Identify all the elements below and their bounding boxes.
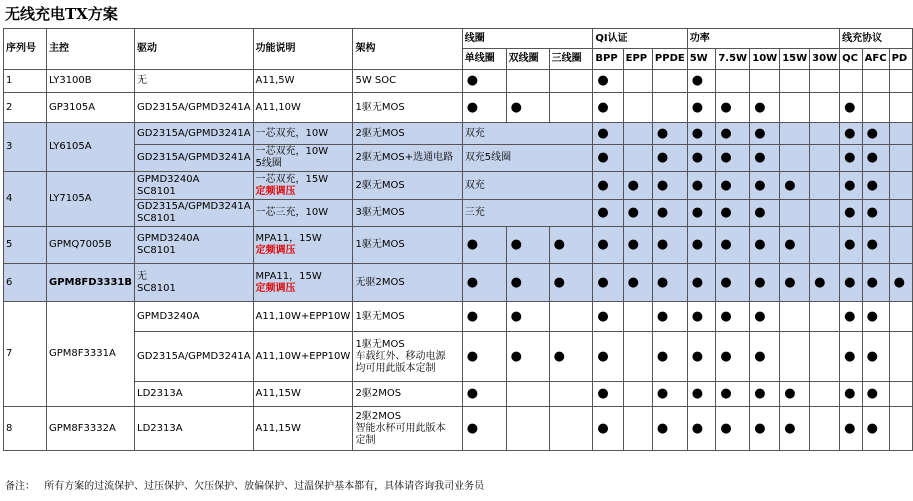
seq-cell: 3 bbox=[4, 123, 47, 172]
dot-icon: ● bbox=[862, 264, 889, 302]
header-coil: 线圈 bbox=[462, 29, 593, 49]
function-cell: A11,10W bbox=[253, 93, 353, 123]
driver-cell: 无 bbox=[135, 70, 254, 93]
dot-icon: ● bbox=[687, 200, 716, 227]
tx-solution-table bbox=[3, 28, 913, 451]
dot-icon: ● bbox=[687, 70, 716, 93]
master-cell: GPM8FD3331B bbox=[46, 264, 134, 302]
function-cell: 一芯三充，10W bbox=[253, 200, 353, 227]
function-cell: MPA11，15W 定频调压 bbox=[253, 264, 353, 302]
dot-icon: ● bbox=[862, 332, 889, 382]
dot-icon: ● bbox=[506, 227, 549, 264]
function-cell: A11,5W bbox=[253, 70, 353, 93]
dot-icon: ● bbox=[716, 93, 750, 123]
dot-icon: ● bbox=[593, 123, 623, 145]
coil-cell: 三充 bbox=[462, 200, 593, 227]
header-qc: QC bbox=[840, 49, 863, 70]
dot-icon: ● bbox=[750, 332, 780, 382]
dot-icon: ● bbox=[462, 93, 506, 123]
dot-icon: ● bbox=[840, 123, 863, 145]
master-cell: GPMQ7005B bbox=[46, 227, 134, 264]
dot-icon: ● bbox=[840, 382, 863, 407]
header-afc: AFC bbox=[862, 49, 889, 70]
dot-icon: ● bbox=[750, 93, 780, 123]
dot-icon: ● bbox=[840, 332, 863, 382]
footnote-label: 备注： bbox=[5, 481, 35, 492]
seq-cell: 4 bbox=[4, 172, 47, 227]
dot-icon: ● bbox=[716, 227, 750, 264]
dot-icon: ● bbox=[687, 172, 716, 200]
dot-icon: ● bbox=[593, 172, 623, 200]
dot-icon: ● bbox=[862, 200, 889, 227]
dot-icon: ● bbox=[462, 407, 506, 451]
dot-icon: ● bbox=[780, 264, 810, 302]
dot-icon: ● bbox=[652, 123, 687, 145]
dot-icon: ● bbox=[623, 200, 652, 227]
dot-icon: ● bbox=[862, 302, 889, 332]
arch-cell: 1驱无MOS bbox=[353, 302, 462, 332]
dot-icon: ● bbox=[623, 172, 652, 200]
dot-icon: ● bbox=[750, 264, 780, 302]
dot-icon: ● bbox=[462, 227, 506, 264]
dot-icon: ● bbox=[862, 145, 889, 172]
dot-icon: ● bbox=[593, 145, 623, 172]
seq-cell: 5 bbox=[4, 227, 47, 264]
header-seq: 序列号 bbox=[4, 29, 47, 70]
table-row bbox=[4, 145, 913, 172]
seq-cell: 2 bbox=[4, 93, 47, 123]
dot-icon: ● bbox=[687, 407, 716, 451]
function-cell: 一芯双充，10W 5线圈 bbox=[253, 145, 353, 172]
footnote-text: 所有方案的过流保护、过压保护、欠压保护、放偏保护、过温保护基本都有，具体请咨询我司业务员 bbox=[44, 481, 485, 492]
dot-icon: ● bbox=[462, 264, 506, 302]
dot-icon: ● bbox=[716, 123, 750, 145]
dot-icon: ● bbox=[687, 145, 716, 172]
master-cell: LY7105A bbox=[46, 172, 134, 227]
dot-icon: ● bbox=[652, 302, 687, 332]
dot-icon: ● bbox=[593, 93, 623, 123]
dot-icon: ● bbox=[593, 382, 623, 407]
coil-cell: 双充 bbox=[462, 172, 593, 200]
dot-icon: ● bbox=[750, 407, 780, 451]
table-row bbox=[4, 227, 913, 264]
dot-icon: ● bbox=[687, 382, 716, 407]
header-bpp: BPP bbox=[593, 49, 623, 70]
dot-icon: ● bbox=[506, 264, 549, 302]
dot-icon: ● bbox=[840, 145, 863, 172]
driver-cell: GD2315A/GPMD3241A bbox=[135, 123, 254, 145]
arch-cell: 2驱2MOS 智能水杯可用此版本 定制 bbox=[353, 407, 462, 451]
function-cell: A11,15W bbox=[253, 407, 353, 451]
dot-icon: ● bbox=[840, 172, 863, 200]
function-cell: MPA11，15W 定频调压 bbox=[253, 227, 353, 264]
header-power: 功率 bbox=[687, 29, 839, 49]
arch-cell: 5W SOC bbox=[353, 70, 462, 93]
dot-icon: ● bbox=[716, 302, 750, 332]
dot-icon: ● bbox=[593, 227, 623, 264]
master-cell: GPM8F3331A bbox=[46, 302, 134, 407]
dot-icon: ● bbox=[652, 332, 687, 382]
footnote bbox=[5, 480, 484, 494]
dot-icon: ● bbox=[840, 227, 863, 264]
dot-icon: ● bbox=[506, 302, 549, 332]
header-30w: 30W bbox=[810, 49, 840, 70]
dot-icon: ● bbox=[840, 407, 863, 451]
table-row bbox=[4, 382, 913, 407]
dot-icon: ● bbox=[716, 407, 750, 451]
dot-icon: ● bbox=[810, 264, 840, 302]
dot-icon: ● bbox=[593, 302, 623, 332]
dot-icon: ● bbox=[462, 332, 506, 382]
dot-icon: ● bbox=[862, 123, 889, 145]
dot-icon: ● bbox=[862, 407, 889, 451]
dot-icon: ● bbox=[716, 145, 750, 172]
dot-icon: ● bbox=[840, 302, 863, 332]
dot-icon: ● bbox=[716, 200, 750, 227]
driver-cell: GPMD3240A SC8101 bbox=[135, 227, 254, 264]
dot-icon: ● bbox=[750, 302, 780, 332]
table-row bbox=[4, 123, 913, 145]
header-arch: 架构 bbox=[353, 29, 462, 70]
header-function: 功能说明 bbox=[253, 29, 353, 70]
driver-cell: GD2315A/GPMD3241A bbox=[135, 93, 254, 123]
dot-icon: ● bbox=[687, 302, 716, 332]
table-row bbox=[4, 70, 913, 93]
dot-icon: ● bbox=[687, 123, 716, 145]
driver-cell: GPMD3240A bbox=[135, 302, 254, 332]
dot-icon: ● bbox=[652, 200, 687, 227]
function-cell: A11,15W bbox=[253, 382, 353, 407]
table-row bbox=[4, 264, 913, 302]
dot-icon: ● bbox=[862, 172, 889, 200]
dot-icon: ● bbox=[687, 332, 716, 382]
dot-icon: ● bbox=[687, 264, 716, 302]
header-coil-single: 单线圈 bbox=[462, 49, 506, 70]
dot-icon: ● bbox=[593, 70, 623, 93]
dot-icon: ● bbox=[593, 332, 623, 382]
page-title: 无线充电TX方案 bbox=[5, 5, 118, 23]
driver-cell: GD2315A/GPMD3241A SC8101 bbox=[135, 200, 254, 227]
header-7-5w: 7.5W bbox=[716, 49, 750, 70]
dot-icon: ● bbox=[862, 382, 889, 407]
dot-icon: ● bbox=[780, 382, 810, 407]
dot-icon: ● bbox=[549, 332, 593, 382]
arch-cell: 1驱无MOS bbox=[353, 93, 462, 123]
seq-cell: 6 bbox=[4, 264, 47, 302]
table-row bbox=[4, 332, 913, 382]
header-driver: 驱动 bbox=[135, 29, 254, 70]
header-15w: 15W bbox=[780, 49, 810, 70]
dot-icon: ● bbox=[716, 172, 750, 200]
dot-icon: ● bbox=[462, 302, 506, 332]
dot-icon: ● bbox=[750, 172, 780, 200]
header-master: 主控 bbox=[46, 29, 134, 70]
dot-icon: ● bbox=[889, 264, 912, 302]
driver-cell: GD2315A/GPMD3241A bbox=[135, 332, 254, 382]
dot-icon: ● bbox=[780, 172, 810, 200]
dot-icon: ● bbox=[623, 227, 652, 264]
dot-icon: ● bbox=[716, 382, 750, 407]
dot-icon: ● bbox=[549, 227, 593, 264]
dot-icon: ● bbox=[716, 264, 750, 302]
dot-icon: ● bbox=[593, 264, 623, 302]
master-cell: GPM8F3332A bbox=[46, 407, 134, 451]
header-10w: 10W bbox=[750, 49, 780, 70]
dot-icon: ● bbox=[750, 227, 780, 264]
dot-icon: ● bbox=[506, 332, 549, 382]
dot-icon: ● bbox=[750, 145, 780, 172]
header-epp: EPP bbox=[623, 49, 652, 70]
dot-icon: ● bbox=[652, 264, 687, 302]
driver-cell: GPMD3240A SC8101 bbox=[135, 172, 254, 200]
function-cell: A11,10W+EPP10W bbox=[253, 302, 353, 332]
arch-cell: 2驱无MOS bbox=[353, 172, 462, 200]
dot-icon: ● bbox=[780, 227, 810, 264]
dot-icon: ● bbox=[750, 382, 780, 407]
header-ppde: PPDE bbox=[652, 49, 687, 70]
dot-icon: ● bbox=[687, 227, 716, 264]
master-cell: LY3100B bbox=[46, 70, 134, 93]
header-coil-triple: 三线圈 bbox=[549, 49, 593, 70]
dot-icon: ● bbox=[462, 70, 506, 93]
dot-icon: ● bbox=[716, 332, 750, 382]
table-row bbox=[4, 407, 913, 451]
header-coil-double: 双线圈 bbox=[506, 49, 549, 70]
arch-cell: 2驱无MOS bbox=[353, 123, 462, 145]
arch-cell: 无驱2MOS bbox=[353, 264, 462, 302]
dot-icon: ● bbox=[652, 172, 687, 200]
header-5w: 5W bbox=[687, 49, 716, 70]
table-row bbox=[4, 302, 913, 332]
arch-cell: 2驱无MOS+选通电路 bbox=[353, 145, 462, 172]
dot-icon: ● bbox=[506, 93, 549, 123]
dot-icon: ● bbox=[862, 227, 889, 264]
seq-cell: 7 bbox=[4, 302, 47, 407]
driver-cell: LD2313A bbox=[135, 407, 254, 451]
seq-cell: 8 bbox=[4, 407, 47, 451]
table-row bbox=[4, 200, 913, 227]
arch-cell: 1驱无MOS bbox=[353, 227, 462, 264]
function-cell: 一芯双充，15W 定频调压 bbox=[253, 172, 353, 200]
table-row bbox=[4, 172, 913, 200]
function-cell: 一芯双充，10W bbox=[253, 123, 353, 145]
coil-cell: 双充5线圈 bbox=[462, 145, 593, 172]
dot-icon: ● bbox=[623, 264, 652, 302]
table-row bbox=[4, 93, 913, 123]
header-pd: PD bbox=[889, 49, 912, 70]
dot-icon: ● bbox=[652, 227, 687, 264]
arch-cell: 2驱2MOS bbox=[353, 382, 462, 407]
dot-icon: ● bbox=[780, 407, 810, 451]
dot-icon: ● bbox=[462, 382, 506, 407]
dot-icon: ● bbox=[652, 382, 687, 407]
arch-cell: 1驱无MOS 车载红外、移动电源 均可用此版本定制 bbox=[353, 332, 462, 382]
dot-icon: ● bbox=[687, 93, 716, 123]
dot-icon: ● bbox=[840, 264, 863, 302]
dot-icon: ● bbox=[750, 200, 780, 227]
dot-icon: ● bbox=[549, 264, 593, 302]
header-qi: QI认证 bbox=[593, 29, 687, 49]
function-cell: A11,10W+EPP10W bbox=[253, 332, 353, 382]
dot-icon: ● bbox=[593, 407, 623, 451]
master-cell: LY6105A bbox=[46, 123, 134, 172]
header-protocol: 线充协议 bbox=[840, 29, 913, 49]
coil-cell: 双充 bbox=[462, 123, 593, 145]
seq-cell: 1 bbox=[4, 70, 47, 93]
dot-icon: ● bbox=[750, 123, 780, 145]
dot-icon: ● bbox=[840, 200, 863, 227]
dot-icon: ● bbox=[593, 200, 623, 227]
dot-icon: ● bbox=[652, 145, 687, 172]
driver-cell: GD2315A/GPMD3241A bbox=[135, 145, 254, 172]
driver-cell: LD2313A bbox=[135, 382, 254, 407]
driver-cell: 无 SC8101 bbox=[135, 264, 254, 302]
arch-cell: 3驱无MOS bbox=[353, 200, 462, 227]
master-cell: GP3105A bbox=[46, 93, 134, 123]
dot-icon: ● bbox=[652, 407, 687, 451]
dot-icon: ● bbox=[840, 93, 863, 123]
